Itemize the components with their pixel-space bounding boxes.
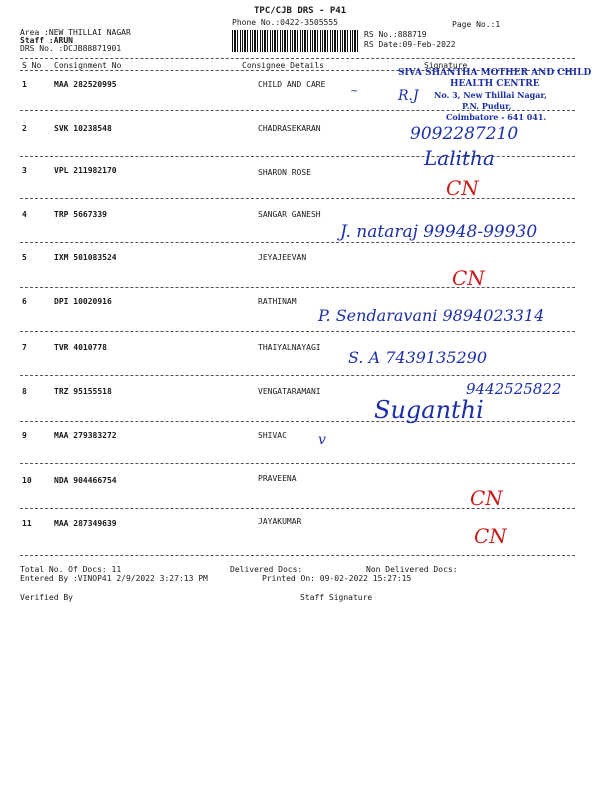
handwritten-name: Lalitha: [424, 146, 495, 170]
col-consignment: Consignment No: [54, 61, 122, 70]
row-consignment: TVR 4010778: [54, 343, 107, 352]
row-consignment: TRP 5667339: [54, 210, 107, 219]
row-consignee: CHADRASEKARAN: [258, 124, 321, 133]
cn-mark: CN: [470, 486, 503, 510]
row-consignee: SHARON ROSE: [258, 168, 311, 177]
handwritten-initials: R.J: [398, 88, 419, 104]
row-consignment: TRZ 95155518: [54, 387, 112, 396]
verified-by-label: Verified By: [20, 593, 73, 602]
row-sno: 10: [22, 476, 32, 485]
cn-mark: CN: [474, 524, 507, 548]
row-consignment: MAA 287349639: [54, 519, 117, 528]
row-consignee: PRAVEENA: [258, 474, 297, 483]
handwritten-tick: v: [318, 432, 326, 448]
col-consignee: Consignee Details: [242, 61, 324, 70]
row-consignment: MAA 279383272: [54, 431, 117, 440]
divider: [20, 463, 575, 464]
rs-number: RS No.:888719: [364, 30, 427, 39]
phone-number: Phone No.:0422-3505555: [232, 18, 338, 27]
handwritten-tick: ~: [350, 86, 359, 97]
area-field: Area :NEW THILLAI NAGAR: [20, 28, 131, 37]
row-consignment: NDA 904466754: [54, 476, 117, 485]
handwritten-signature: S. A 7439135290: [348, 348, 487, 367]
divider: [20, 421, 575, 422]
row-sno: 9: [22, 431, 27, 440]
handwritten-name: Suganthi: [374, 396, 484, 424]
delivered-docs: Delivered Docs:: [230, 565, 303, 574]
row-sno: 3: [22, 166, 27, 175]
page-number: Page No.:1: [452, 20, 501, 29]
col-sno: S No: [22, 61, 42, 70]
row-sno: 6: [22, 297, 27, 306]
document-title: TPC/CJB DRS - P41: [254, 6, 347, 16]
row-sno: 7: [22, 343, 27, 352]
divider: [20, 242, 575, 243]
total-docs: Total No. Of Docs: 11: [20, 565, 122, 574]
entered-by: Entered By :VINOP41 2/9/2022 3:27:13 PM: [20, 574, 208, 583]
row-sno: 5: [22, 253, 27, 262]
row-consignee: CHILD AND CARE: [258, 80, 326, 89]
handwritten-phone: 9442525822: [466, 380, 562, 398]
row-sno: 8: [22, 387, 27, 396]
cn-mark: CN: [452, 266, 485, 290]
divider: [20, 375, 575, 376]
divider: [20, 58, 575, 59]
divider: [20, 331, 575, 332]
barcode-image: [232, 30, 358, 52]
handwritten-phone: 9092287210: [410, 124, 519, 144]
row-consignment: MAA 282520995: [54, 80, 117, 89]
drs-number: DRS No. :DCJB88871901: [20, 44, 122, 53]
row-consignee: JAYAKUMAR: [258, 517, 302, 526]
printed-on: Printed On: 09-02-2022 15:27:15: [262, 574, 412, 583]
row-consignment: SVK 10238548: [54, 124, 112, 133]
row-consignee: RATHINAM: [258, 297, 297, 306]
non-delivered-docs: Non Delivered Docs:: [366, 565, 458, 574]
row-consignee: SANGAR GANESH: [258, 210, 321, 219]
cn-mark: CN: [446, 176, 479, 200]
row-sno: 4: [22, 210, 27, 219]
row-consignee: THAIYALNAYAGI: [258, 343, 321, 352]
divider: [20, 555, 575, 556]
row-consignment: DPI 10020916: [54, 297, 112, 306]
row-consignee: SHIVAC: [258, 431, 287, 440]
drs-document: TPC/CJB DRS - P41 Phone No.:0422-3505555 Page No.:1 Area :NEW THILLAI NAGAR Staff :ARUN DRS No. :DCJB88871901 RS No.:888719 RS Date:09-Feb-2022 S No Consignment No Consignee Details Signature 1 MAA 282520995 CHILD AND CARE 2 SVK 10238548 CHADRASEKARAN 3 VPL 211982170 SHARON ROSE 4 TRP 5667339 SANGAR GANESH 5 IXM 501083524 JEYAJEEVAN 6 DPI 10020916 RATHINAM 7 TVR 4010778 THAIYALNAYAGI 8 TRZ 95155518 VENGATARAMANI 9 MAA 279383272 SHIVAC 10 NDA 904466754 PRAVEENA 11 MAA 287349639 JAYAKUMAR SIVA SHANTHA MOTHER AND CHILD HEALTH CENTRE No. 3, New Thillai Nagar, P.N. Pudur, Coimbatore - 641 041. R.J ~ 9092287210 Lalitha CN J. nataraj 99948-99930 CN P. Sendaravani 9894023314 S. A 7439135290 9442525822 Suganthi v CN CN Total No. Of Docs: 11 Delivered Docs: Non Delivered Docs: Entered By :VINOP41 2/9/2022 3:27:13 PM Printed On: 09-02-2022 15:27:15 Verified By Staff Signature: [20, 6, 592, 602]
staff-field: Staff :ARUN: [20, 36, 73, 45]
divider: [20, 198, 575, 199]
row-sno: 2: [22, 124, 27, 133]
row-consignment: VPL 211982170: [54, 166, 117, 175]
row-consignee: VENGATARAMANI: [258, 387, 321, 396]
row-sno: 1: [22, 80, 27, 89]
handwritten-signature: P. Sendaravani 9894023314: [318, 306, 545, 325]
row-sno: 11: [22, 519, 32, 528]
rs-date: RS Date:09-Feb-2022: [364, 40, 456, 49]
row-consignment: IXM 501083524: [54, 253, 117, 262]
row-consignee: JEYAJEEVAN: [258, 253, 307, 262]
handwritten-signature: J. nataraj 99948-99930: [340, 222, 538, 242]
staff-signature-label: Staff Signature: [300, 593, 373, 602]
col-signature: Signature: [424, 61, 468, 70]
divider: [20, 287, 575, 288]
